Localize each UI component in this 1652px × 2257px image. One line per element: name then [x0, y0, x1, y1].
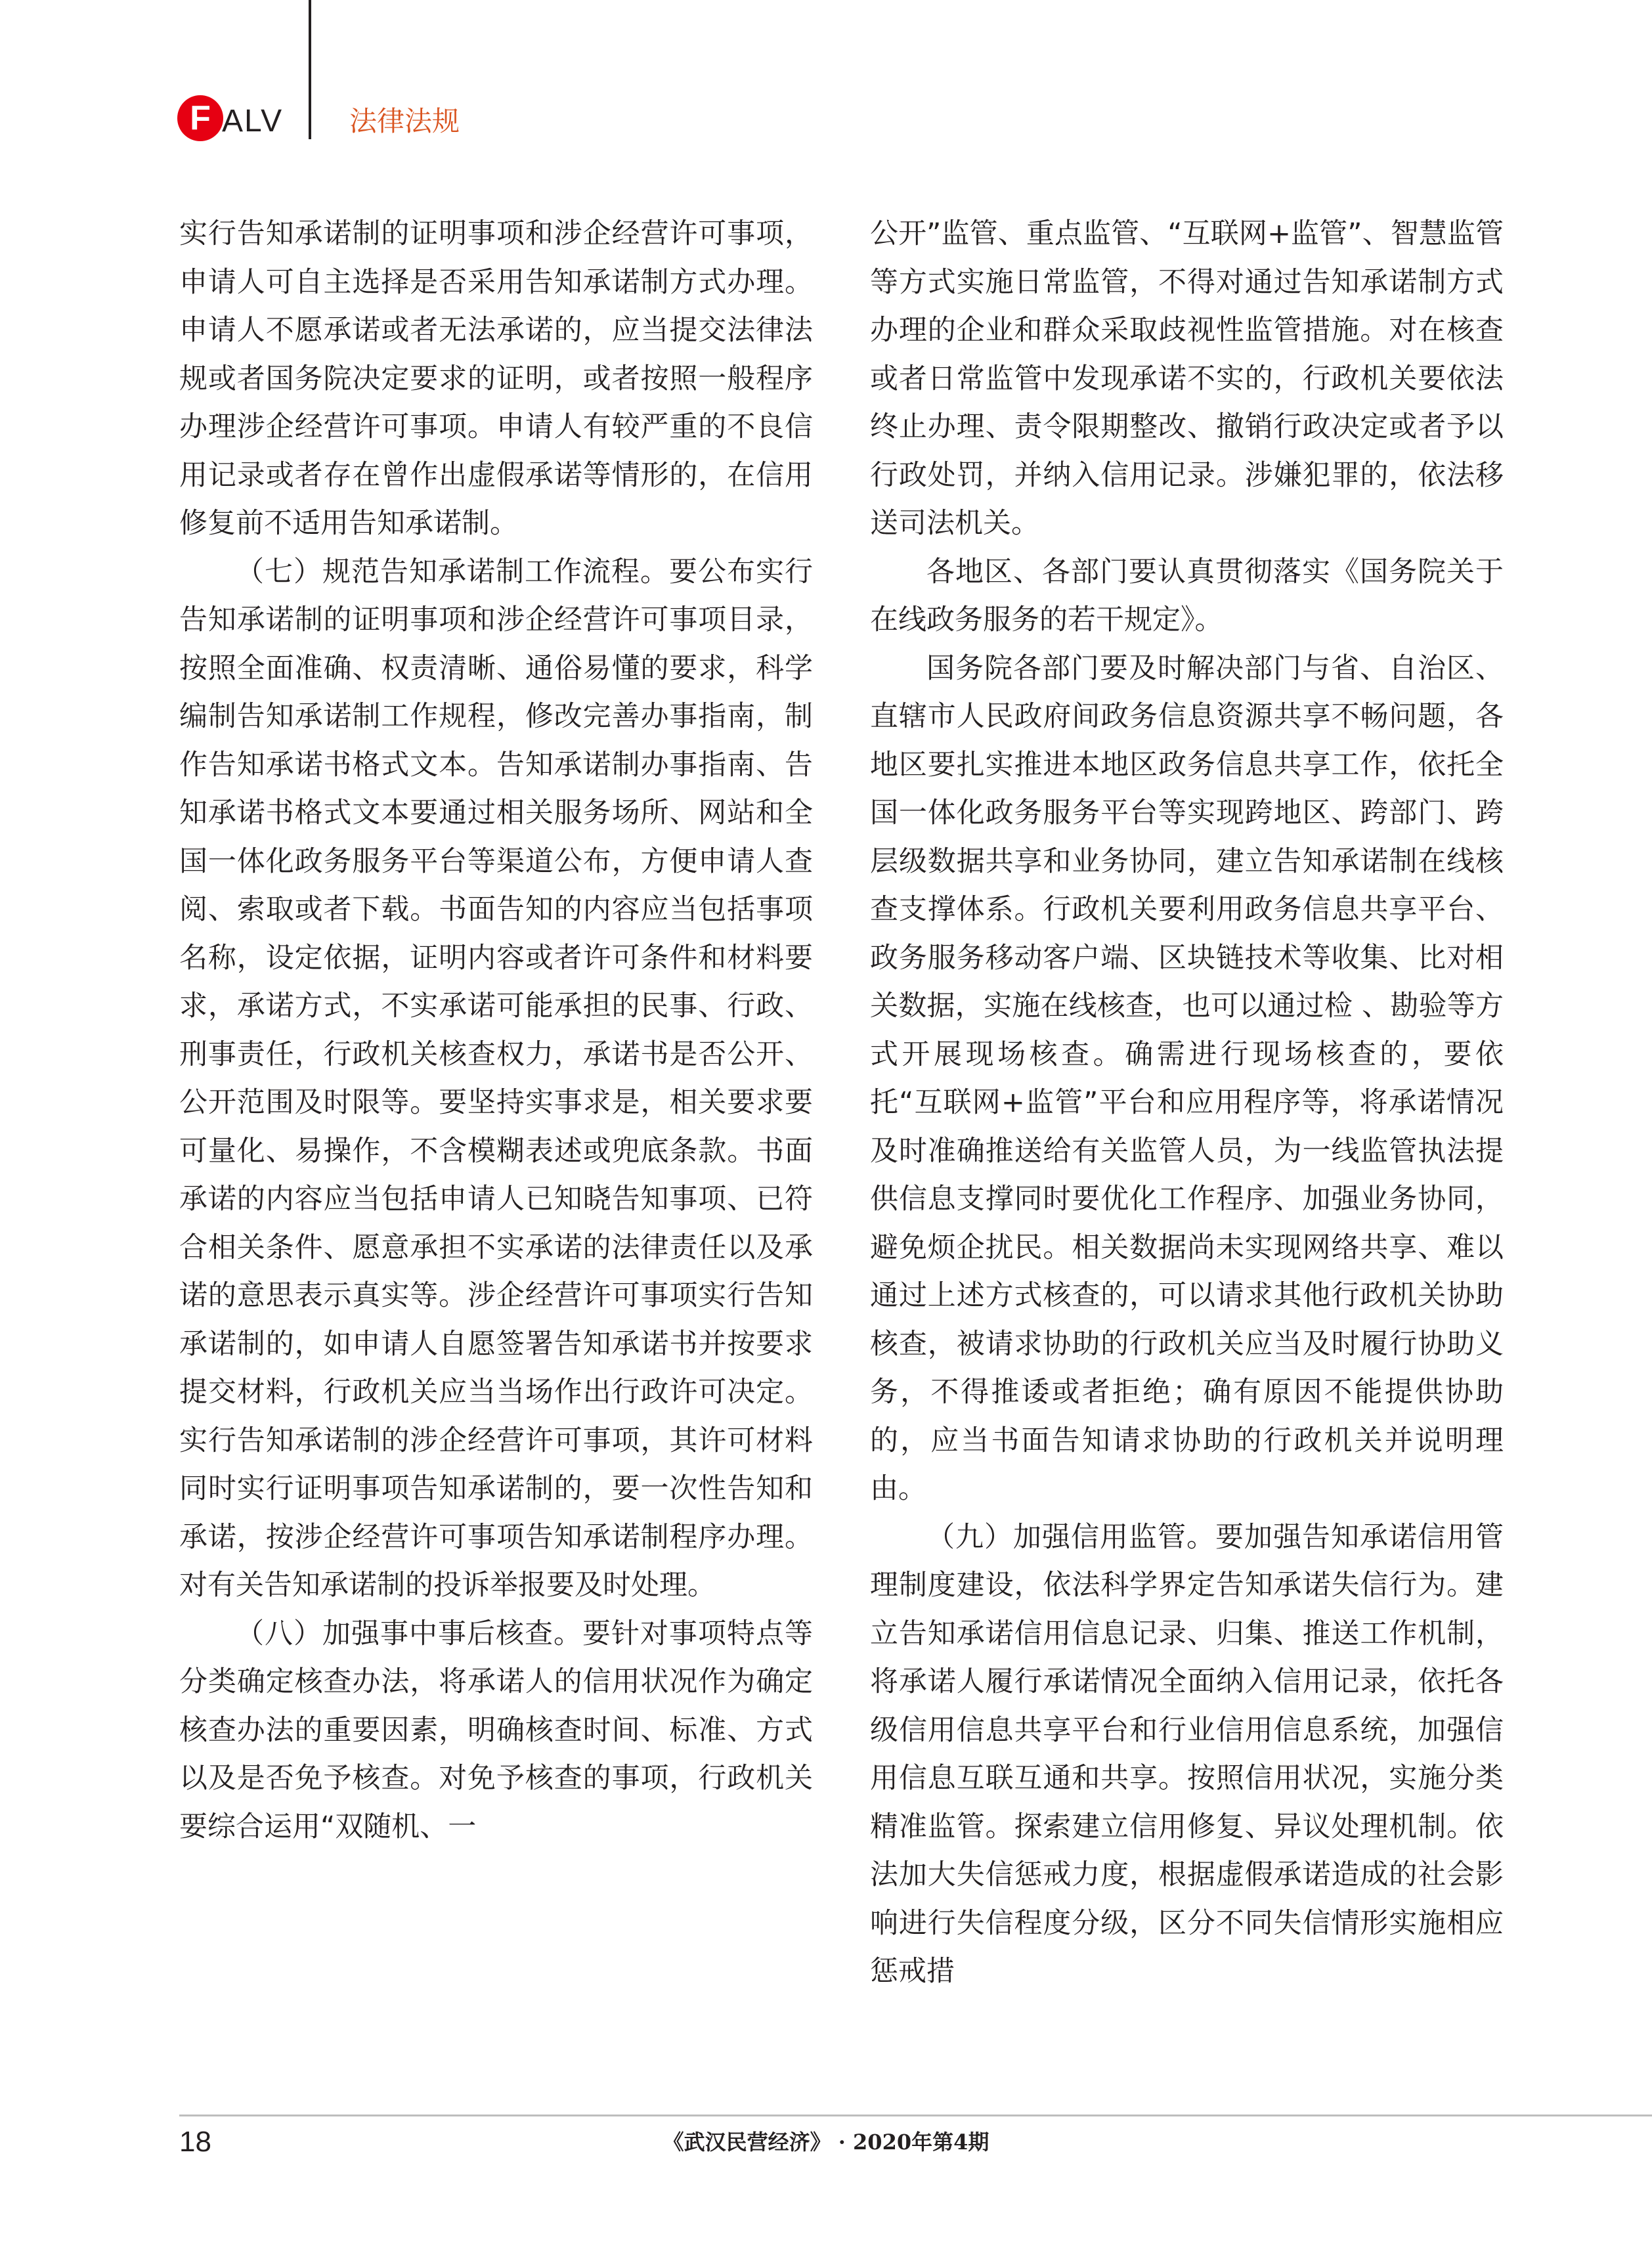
right-text-column: [870, 210, 1504, 1996]
paragraph: （八）加强事中事后核查。要针对事项特点等分类确定核查办法，将承诺人的信用状况作为确定核查办法的重要因素，明确核查时间、标准、方式以及是否免予核查。对免予核查的事项，行政机关要综合运用“双随机、一: [179, 1617, 813, 1843]
paragraph: 国务院各部门要及时解决部门与省、自治区、直辖市人民政府间政务信息资源共享不畅问题，各地区要扎实推进本地区政务信息共享工作，依托全国一体化政务服务平台等实现跨地区、跨部门、跨层级数据共享和业务协同，建立告知承诺制在线核查支撑体系。行政机关要利用政务信息共享平台、政务服务移动客户端、区块链技术等收集、比对相关数据，实施在线核查，也可以通过检 、勘验等方式开展现场核查。确需进行现场核查的，要依托“互联网+监管”平台和应用程序等，将承诺情况及时准确推送给有关监管人员，为一线监管执法提供信息支撑同时要优化工作程序、加强业务协同，避免烦企扰民。相关数据尚未实现网络共享、难以通过上述方式核查的，可以请求其他行政机关协助核查，被请求协助的行政机关应当及时履行协助义务，不得推诿或者拒绝；确有原因不能提供协助的，应当书面告知请求协助的行政机关并说明理由。: [870, 651, 1504, 1505]
section-title: 法律法规: [349, 105, 460, 137]
paragraph: （七）规范告知承诺制工作流程。要公布实行告知承诺制的证明事项和涉企经营许可事项目录，按照全面准确、权责清晰、通俗易懂的要求，科学编制告知承诺制工作规程，修改完善办事指南，制作告知承诺书格式文本。告知承诺制办事指南、告知承诺书格式文本要通过相关服务场所、网站和全国一体化政务服务平台等渠道公布，方便申请人查阅、索取或者下载。书面告知的内容应当包括事项名称，设定依据，证明内容或者许可条件和材料要求，承诺方式，不实承诺可能承担的民事、行政、刑事责任，行政机关核查权力，承诺书是否公开、公开范围及时限等。要坚持实事求是，相关要求要可量化、易操作，不含模糊表述或兜底条款。书面承诺的内容应当包括申请人已知晓告知事项、已符合相关条件、愿意承担不实承诺的法律责任以及承诺的意思表示真实等。涉企经营许可事项实行告知承诺制的，如申请人自愿签署告知承诺书并按要求提交材料，行政机关应当当场作出行政许可决定。实行告知承诺制的涉企经营许可事项，其许可材料同时实行证明事项告知承诺制的，要一次性告知和承诺，按涉企经营许可事项告知承诺制程序办理。对有关告知承诺制的投诉举报要及时处理。: [179, 555, 813, 1602]
logo-f-circle: F: [177, 95, 223, 141]
left-text-column: [179, 210, 813, 1851]
header-divider-line: [309, 0, 311, 139]
journal-title: 《武汉民营经济》 · 2020年第4期: [663, 2130, 989, 2155]
paragraph: 公开”监管、重点监管、“互联网+监管”、智慧监管等方式实施日常监管，不得对通过告知承诺制方式办理的企业和群众采取歧视性监管措施。对在核查或者日常监管中发现承诺不实的，行政机关要依法终止办理、责令限期整改、撤销行政决定或者予以行政处罚，并纳入信用记录。涉嫌犯罪的，依法移送司法机关。: [870, 217, 1504, 540]
paragraph: 各地区、各部门要认真贯彻落实《国务院关于在线政务服务的若干规定》。: [870, 555, 1504, 636]
footer-rule: [179, 2115, 1652, 2116]
paragraph: 实行告知承诺制的证明事项和涉企经营许可事项，申请人可自主选择是否采用告知承诺制方式办理。申请人不愿承诺或者无法承诺的，应当提交法律法规或者国务院决定要求的证明，或者按照一般程序办理涉企经营许可事项。申请人有较严重的不良信用记录或者存在曾作出虚假承诺等情形的，在信用修复前不适用告知承诺制。: [179, 217, 813, 540]
logo-text: ALV: [222, 104, 284, 139]
paragraph: （九）加强信用监管。要加强告知承诺信用管理制度建设，依法科学界定告知承诺失信行为。建立告知承诺信用信息记录、归集、推送工作机制，将承诺人履行承诺情况全面纳入信用记录，依托各级信用信息共享平台和行业信用信息系统，加强信用信息互联互通和共享。按照信用状况，实施分类精准监管。探索建立信用修复、异议处理机制。依法加大失信惩戒力度，根据虚假承诺造成的社会影响进行失信程度分级，区分不同失信情形实施相应惩戒措: [870, 1520, 1504, 1988]
page-number: 18: [179, 2126, 211, 2158]
